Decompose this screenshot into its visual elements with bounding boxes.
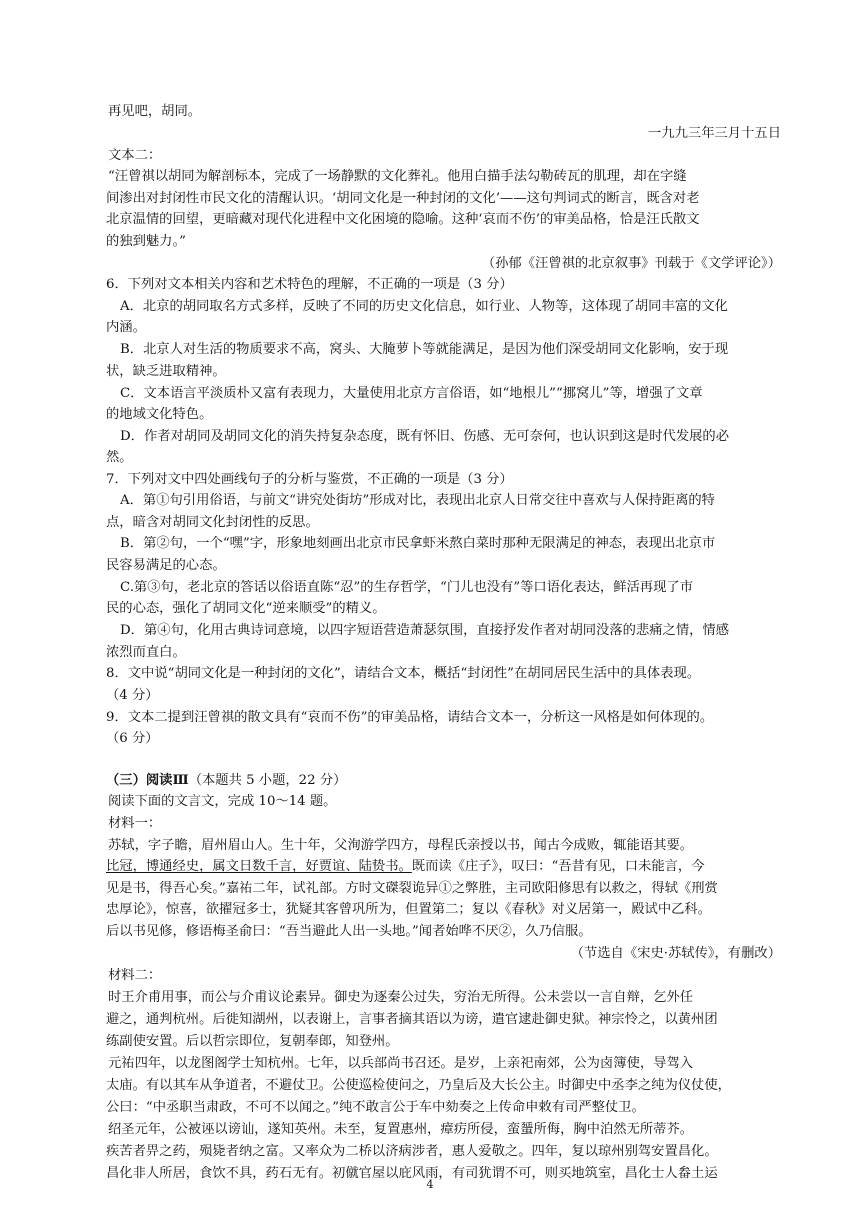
text-line: 的地域文化特色。 <box>106 407 213 422</box>
section-heading-note: （本题共 5 小题，22 分） <box>188 773 347 788</box>
section-heading <box>106 772 346 790</box>
question-8: 8．文中说“胡同文化是一种封闭的文化”，请结合文本，概括“封闭性”在胡同居民生活中的具体表现。 <box>106 666 701 681</box>
text-line: 忠厚论》，惊喜，欲擢冠多士，犹疑其客曾巩所为，但置第二；复以《春秋》对义居第一，殿试中乙科。 <box>106 902 712 917</box>
text-line: 民容易满足的心态。 <box>106 558 226 573</box>
question-9: 9．文本二提到汪曾祺的散文具有“哀而不伤”的审美品格，请结合文本一，分析这一风格是如何体现的。 <box>106 710 714 725</box>
instruction-line: 阅读下面的文言文，完成 10～14 题。 <box>108 794 337 809</box>
option-d: D．作者对胡同及胡同文化的消失持复杂态度，既有怀旧、伤感、无可奈何，也认识到这是时代发展的必 <box>120 429 730 444</box>
text-line: 北京温情的回望，更暗藏对现代化进程中文化困境的隐喻。这种‘哀而不伤’的审美品格，恰是汪氏散文 <box>106 212 700 227</box>
question-7: 7．下列对文中四处画线句子的分析与鉴赏，不正确的一项是（3 分） <box>106 472 513 487</box>
text-line: 内涵。 <box>106 320 146 335</box>
option-b: B．第②句，一个“嘿”字，形象地刻画出北京市民拿虾米熬白菜时那种无限满足的神态，表现出北京市 <box>120 536 716 551</box>
text-line: 苏轼，字子瞻，眉州眉山人。生十年，父洵游学四方，母程氏亲授以书，闻古今成败，辄能语其要。 <box>108 838 694 853</box>
text-line: （4 分） <box>106 688 159 703</box>
text-line: 然。 <box>106 450 133 465</box>
text-line: 点，暗含对胡同文化封闭性的反思。 <box>106 515 319 530</box>
section-heading-title: （三）阅读Ⅲ <box>106 773 189 788</box>
text-line: 昌化非人所居，食饮不具，药石无有。初僦官屋以庇风雨，有司犹谓不可，则买地筑室，昌化士人畚土运 <box>106 1166 718 1181</box>
date-line: 一九九三年三月十五日 <box>648 126 781 141</box>
option-b: B．北京人对生活的物质要求不高，窝头、大腌萝卜等就能满足，是因为他们深受胡同文化影响，安于现 <box>120 342 729 357</box>
text-line: 间渗出对封闭性市民文化的清醒认识。‘胡同文化是一种封闭的文化’——这句判词式的断言，既含对老 <box>106 191 700 206</box>
text-line: 避之，通判杭州。后徙知湖州，以表谢上，言事者摘其语以为谤，遣官逮赴御史狱。神宗怜之，以黄州团 <box>106 1012 718 1027</box>
option-c: C．文本语言平淡质朴又富有表现力，大量使用北京方言俗语，如“地根儿”“挪窝儿”等，增强了文章 <box>120 386 703 401</box>
text-line: 浓烈而直白。 <box>106 645 186 660</box>
text-line: 练副使安置。后以哲宗即位，复朝奉郎，知登州。 <box>106 1034 399 1049</box>
text-line: 民的心态，强化了胡同文化“逆来顺受”的精义。 <box>106 601 386 616</box>
underlined-sentence: 比冠，博通经史，属文日数千言，好贾谊、陆贽书。 <box>106 859 412 874</box>
text-line: 公曰：“中丞职当肃政，不可不以闻之。”纯不敢言公于车中劾奏之上传命申敕有司严整仗卫。 <box>106 1100 645 1115</box>
option-c: C.第③句，老北京的答话以俗语直陈“忍”的生存哲学，“门儿也没有”等口语化表达，鲜活再现了市 <box>120 580 693 595</box>
text-line: 再见吧，胡同。 <box>108 104 202 119</box>
text-line: 绍圣元年，公被诬以谤讪，遂知英州。未至，复置惠州，瘴疠所侵，蛮蜑所侮，胸中泊然无所蒂芥。 <box>108 1122 694 1137</box>
source-citation: （节选自《宋史·苏轼传》，有删改） <box>570 946 781 961</box>
page-number: 4 <box>426 1178 434 1191</box>
section-label: 文本二： <box>108 148 162 163</box>
text-line: 疾苦者畀之药，殒毙者纳之富。又率众为二桥以济病涉者，惠人爱敬之。四年，复以琼州别驾安置昌化。 <box>106 1144 718 1159</box>
option-d: D．第④句，化用古典诗词意境，以四字短语营造萧瑟氛围，直接抒发作者对胡同没落的悲痛之情，情感 <box>120 623 730 638</box>
source-citation: （孙郁《汪曾祺的北京叙事》刊载于《文学评论》） <box>481 256 781 271</box>
text-line: 时王介甫用事，而公与介甫议论素异。御史为逐秦公过失，穷治无所得。公未尝以一言自辩，乞外任 <box>108 990 694 1005</box>
text-line: 的独到魅力。” <box>106 234 186 249</box>
material-label: 材料一： <box>108 816 162 831</box>
text-line: 元祐四年，以龙图阁学士知杭州。七年，以兵部尚书召还。是岁，上亲祀南郊，公为卤簿使，导驾入 <box>108 1056 694 1071</box>
option-a: A．北京的胡同取名方式多样，反映了不同的历史文化信息，如行业、人物等，这体现了胡同丰富的文化 <box>120 299 728 314</box>
text-line: （6 分） <box>106 731 159 746</box>
text-line: 后以书见修，修语梅圣俞曰：“吾当避此人出一头地。”闻者始哗不厌②，久乃信服。 <box>106 924 592 939</box>
text-line <box>106 858 705 876</box>
text-line: “汪曾祺以胡同为解剖标本，完成了一场静默的文化葬礼。他用白描手法勾勒砖瓦的肌理，却在字缝 <box>108 169 687 184</box>
text-span: 既而读《庄子》，叹曰：“吾昔有见，口未能言，今 <box>411 859 705 874</box>
text-line: 见是书，得吾心矣。”嘉祐二年，试礼部。方时文磔裂诡异①之弊胜，主司欧阳修思有以救之，得轼《刑赏 <box>106 881 718 896</box>
text-line: 状，缺乏进取精神。 <box>106 364 226 379</box>
question-6: 6．下列对文本相关内容和艺术特色的理解，不正确的一项是（3 分） <box>106 277 513 292</box>
option-a: A．第①句引用俗语，与前文“讲究处街坊”形成对比，表现出北京人日常交往中喜欢与人保持距离的特 <box>120 493 715 508</box>
material-label: 材料二： <box>108 968 162 983</box>
text-line: 太庙。有以其车从争道者，不避仗卫。公使巡检使问之，乃皇后及大长公主。时御史中丞李之纯为仪仗使， <box>106 1078 731 1093</box>
